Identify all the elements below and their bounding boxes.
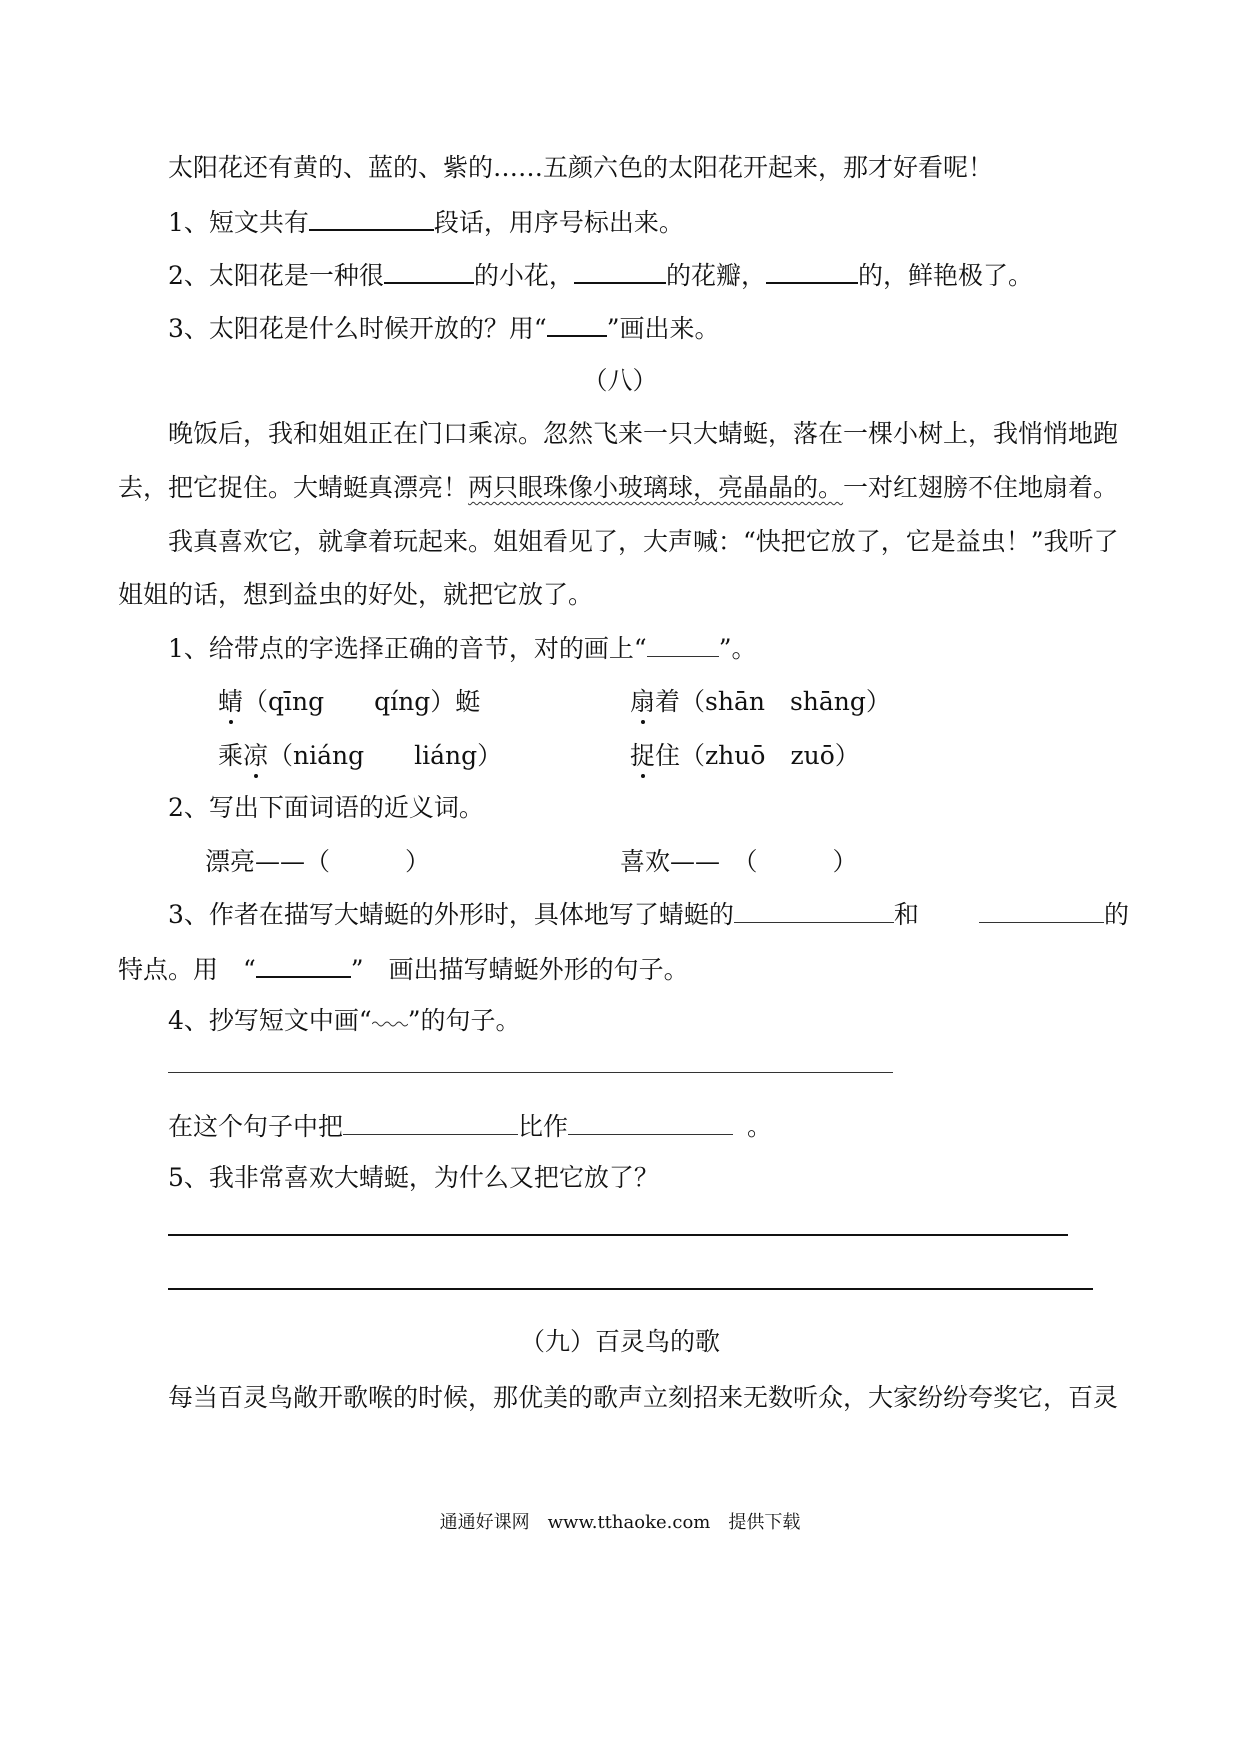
answer-blank[interactable] — [734, 898, 894, 923]
paragraph-line: 每当百灵鸟敞开歌喉的时候，那优美的歌声立刻招来无数听众，大家纷纷夸奖它，百灵 — [168, 1383, 1119, 1412]
question-7-2: 2、太阳花是一种很 的小花， 的花瓣， 的，鲜艳极了。 — [168, 258, 1033, 292]
answer-blank[interactable] — [309, 205, 434, 231]
answer-line[interactable] — [168, 1072, 893, 1073]
paragraph-line: 去，把它捉住。大蜻蜓真漂亮！两只眼珠像小玻璃球，亮晶晶的。一对红翅膀不住地扇着。 — [118, 473, 1119, 502]
paragraph-line: 晚饭后，我和姐姐正在门口乘凉。忽然飞来一只大蜻蜓，落在一棵小树上，我悄悄地跑 — [168, 419, 1119, 448]
wavy-line-icon — [372, 1018, 408, 1028]
pinyin-choice: 捉住（zhuō zuō） — [630, 741, 860, 770]
page-footer: 通通好课网 www.tthaoke.com 提供下载 — [439, 1512, 801, 1533]
question-8-3: 3、作者在描写大蜻蜓的外形时，具体地写了蜻蜓的 和 的 — [168, 900, 1129, 929]
question-8-3-cont: 特点。用 “ ” 画出描写蜻蜓外形的句子。 — [118, 952, 689, 986]
section-heading: （九）百灵鸟的歌 — [519, 1327, 720, 1356]
question-8-5: 5、我非常喜欢大蜻蜓，为什么又把它放了？ — [168, 1163, 659, 1192]
paragraph-line: 姐姐的话，想到益虫的好处，就把它放了。 — [118, 580, 594, 609]
question-8-1: 1、给带点的字选择正确的音节，对的画上“ ”。 — [168, 634, 757, 663]
answer-line[interactable] — [168, 1288, 1093, 1290]
paragraph-line: 我真喜欢它，就拿着玩起来。姐姐看见了，大声喊：“快把它放了，它是益虫！”我听了 — [168, 527, 1119, 556]
answer-blank[interactable] — [568, 1110, 733, 1135]
question-7-3: 3、太阳花是什么时候开放的？用“ ”画出来。 — [168, 311, 719, 345]
section-heading: （八） — [582, 366, 658, 395]
answer-blank[interactable] — [256, 952, 351, 978]
synonym-item: 喜欢—— （ ） — [620, 847, 858, 876]
answer-blank[interactable] — [384, 258, 474, 284]
question-8-4: 4、抄写短文中画“ ”的句子。 — [168, 1006, 521, 1035]
synonym-item: 漂亮——（ ） — [205, 847, 431, 876]
answer-blank[interactable] — [979, 898, 1104, 923]
pinyin-choice: 乘凉（niáng liáng） — [218, 741, 503, 770]
pinyin-choice: 蜻（qīng qíng）蜓 — [218, 687, 481, 716]
answer-line[interactable] — [168, 1234, 1068, 1236]
question-8-2: 2、写出下面词语的近义词。 — [168, 793, 484, 822]
answer-blank[interactable] — [574, 258, 666, 284]
paragraph-line: 太阳花还有黄的、蓝的、紫的……五颜六色的太阳花开起来，那才好看呢！ — [168, 153, 994, 182]
question-8-4-cont: 在这个句子中把 比作 。 — [168, 1112, 773, 1141]
question-7-1: 1、短文共有 段话，用序号标出来。 — [168, 205, 684, 239]
pinyin-choice: 扇着（shān shāng） — [630, 687, 891, 716]
answer-blank[interactable] — [547, 311, 607, 337]
answer-blank[interactable] — [766, 258, 858, 284]
answer-blank[interactable] — [647, 632, 719, 657]
answer-blank[interactable] — [343, 1110, 518, 1135]
wavy-underlined-sentence: 两只眼珠像小玻璃球，亮晶晶的。 — [468, 473, 844, 502]
